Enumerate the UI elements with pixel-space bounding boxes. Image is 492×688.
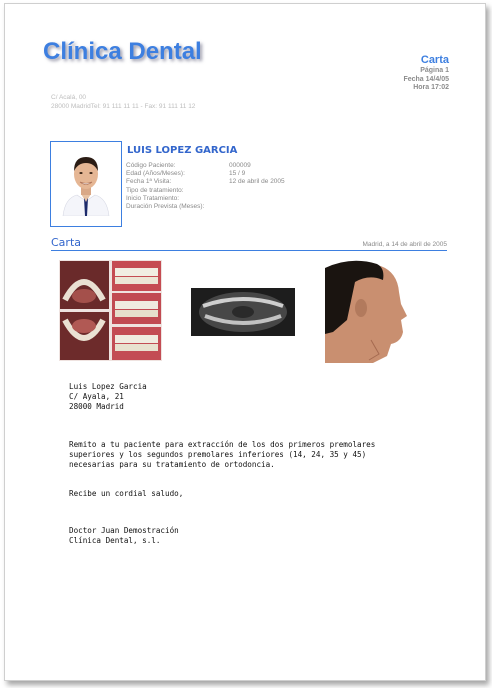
address-line-1: C/ Acalá, 00	[51, 94, 87, 101]
section-title: Carta	[51, 236, 81, 249]
document-header-info	[403, 54, 449, 93]
field-value: 15 / 9	[229, 170, 246, 178]
recipient-city: 28000 Madrid	[69, 402, 124, 411]
print-date: Fecha 14/4/05	[403, 75, 449, 83]
field-row-age	[126, 170, 285, 178]
field-row-treatment-start	[126, 195, 285, 203]
field-value: 12 de abril de 2005	[229, 178, 285, 186]
recipient-street: C/ Ayala, 21	[69, 392, 124, 401]
signature-company: Clínica Dental, s.l.	[69, 536, 161, 545]
field-value: 000009	[229, 162, 251, 169]
patient-photo-frame	[50, 141, 122, 227]
clinic-address	[51, 93, 195, 111]
recipient-address	[69, 382, 147, 412]
body-line: Remito a tu paciente para extracción de los dos primeros premolares	[69, 440, 376, 449]
panoramic-xray-image	[191, 262, 295, 348]
field-row-treatment-type	[126, 187, 285, 195]
facial-profile-image	[325, 260, 410, 363]
patient-photo	[61, 152, 111, 216]
field-label: Fecha 1ª Visita:	[126, 178, 172, 186]
patient-name: LUIS LOPEZ GARCIA	[127, 145, 238, 156]
letter-page	[4, 3, 486, 681]
patient-details	[126, 162, 285, 211]
field-row-first-visit	[126, 178, 285, 186]
address-line-2: 28000 MadridTel: 91 111 11 11 - Fax: 91 111 11 12	[51, 103, 196, 110]
body-line: necesarias para su tratamiento de ortodoncia.	[69, 460, 275, 469]
page-number: Página 1	[420, 67, 449, 74]
document-type: Carta	[420, 54, 449, 66]
letter-date: Madrid, a 14 de abril de 2005	[362, 241, 447, 248]
field-label: Tipo de tratamiento:	[126, 186, 184, 194]
recipient-name: Luis Lopez Garcia	[69, 382, 147, 391]
section-divider	[51, 250, 447, 251]
body-line: superiores y los segundos premolares inferiores (14, 24, 35 y 45)	[69, 450, 367, 459]
field-label: Edad (Años/Meses):	[126, 170, 185, 178]
field-label: Código Paciente:	[126, 162, 176, 169]
signature-name: Doctor Juan Demostración	[69, 526, 179, 535]
field-label: Duración Prevista (Meses):	[126, 203, 205, 211]
print-time: Hora 17:02	[413, 84, 449, 91]
field-row-patient-code	[126, 162, 285, 170]
intraoral-photos-image	[59, 260, 162, 361]
letter-body	[69, 440, 375, 470]
field-label: Inicio Tratamiento:	[126, 194, 180, 202]
field-row-duration	[126, 203, 285, 211]
clinic-logo-title: Clínica Dental	[43, 38, 202, 65]
letter-signature	[69, 526, 179, 546]
letter-greeting: Recibe un cordial saludo,	[69, 489, 184, 498]
